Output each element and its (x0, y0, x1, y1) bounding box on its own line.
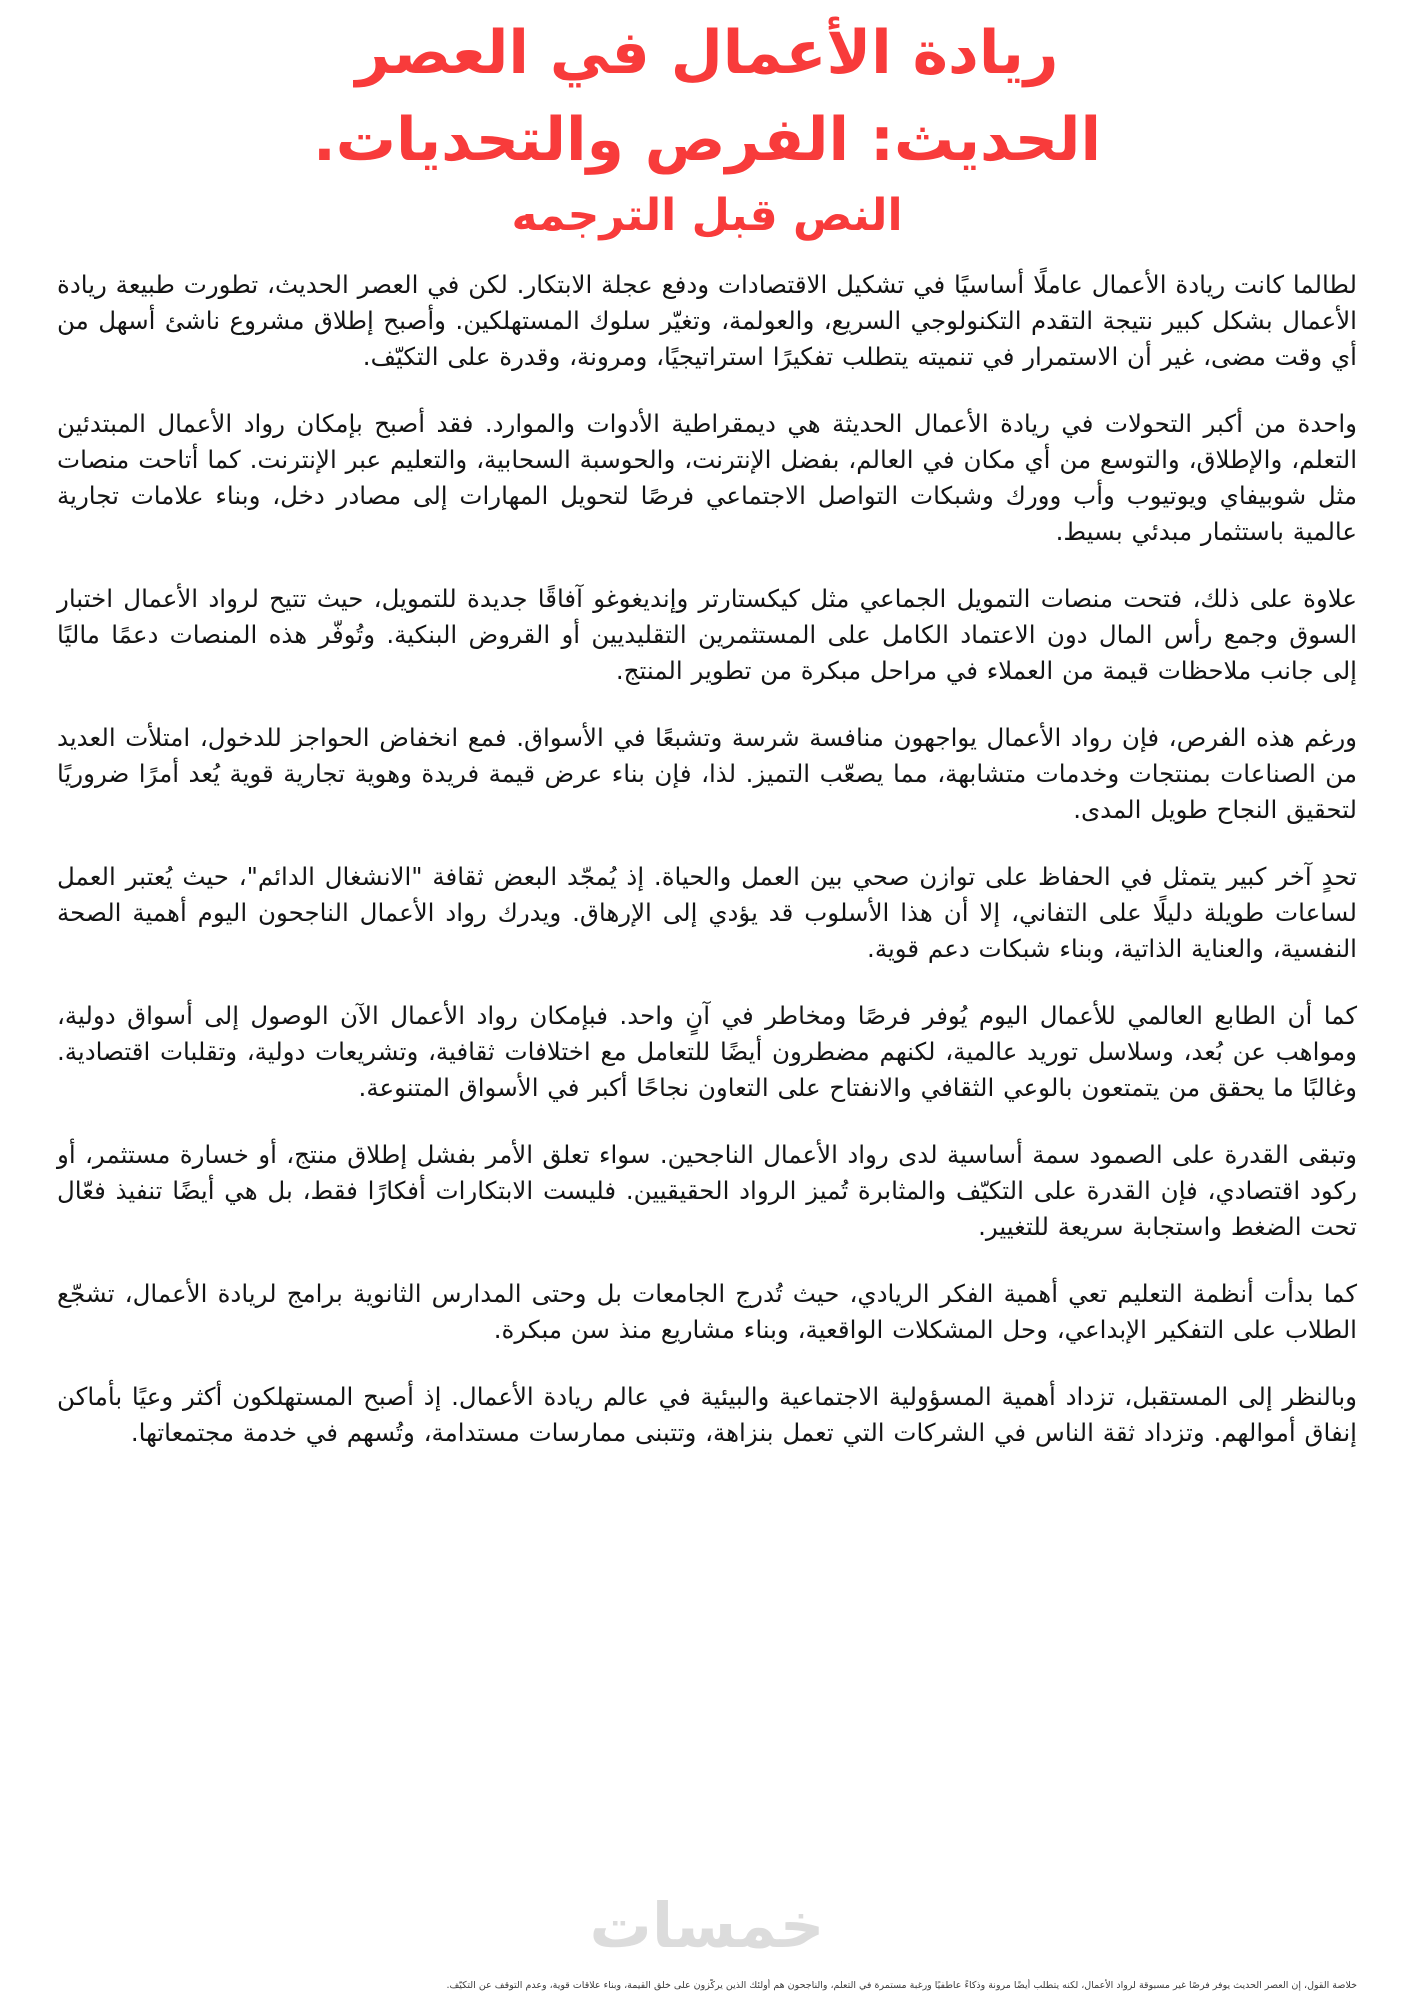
body-paragraph: علاوة على ذلك، فتحت منصات التمويل الجماعي مثل كيكستارتر وإنديغوغو آفاقًا جديدة للتمويل، حيث تتيح لرواد الأعمال اختبار السوق وجمع رأس المال دون الاعتماد الكامل على المستثمرين التقليديين أو القروض البنكية. وتُوفّر هذه المنصات دعمًا ماليًا إلى جانب ملاحظات قيمة من العملاء في مراحل مبكرة من تطوير المنتج. (57, 584, 1357, 685)
body-paragraph: ورغم هذه الفرص، فإن رواد الأعمال يواجهون منافسة شرسة وتشبعًا في الأسواق. فمع انخفاض الحواجز للدخول، امتلأت العديد من الصناعات بمنتجات وخدمات متشابهة، مما يصعّب التميز. لذا، فإن بناء عرض قيمة فريدة وهوية تجارية قوية يُعد أمرًا ضروريًا لتحقيق النجاح طويل المدى. (57, 723, 1357, 824)
body-paragraph: كما أن الطابع العالمي للأعمال اليوم يُوفر فرصًا ومخاطر في آنٍ واحد. فبإمكان رواد الأعمال الآن الوصول إلى أسواق دولية، ومواهب عن بُعد، وسلاسل توريد عالمية، لكنهم مضطرون أيضًا للتعامل مع اختلافات ثقافية، وتشريعات دولية، وتقلبات اقتصادية. وغالبًا ما يحقق من يتمتعون بالوعي الثقافي والانفتاح على التعاون نجاحًا أكبر في الأسواق المتنوعة. (57, 1001, 1357, 1102)
body-paragraph: تحدٍ آخر كبير يتمثل في الحفاظ على توازن صحي بين العمل والحياة. إذ يُمجّد البعض ثقافة "الانشغال الدائم"، حيث يُعتبر العمل لساعات طويلة دليلًا على التفاني، إلا أن هذا الأسلوب قد يؤدي إلى الإرهاق. ويدرك رواد الأعمال الناجحون اليوم أهمية الصحة النفسية، والعناية الذاتية، وبناء شبكات دعم قوية. (57, 862, 1357, 963)
body-paragraph: لطالما كانت ريادة الأعمال عاملًا أساسيًا في تشكيل الاقتصادات ودفع عجلة الابتكار. لكن في العصر الحديث، تطورت طبيعة ريادة الأعمال بشكل كبير نتيجة التقدم التكنولوجي السريع، والعولمة، وتغيّر سلوك المستهلكين. وأصبح إطلاق مشروع ناشئ أسهل من أي وقت مضى، غير أن الاستمرار في تنميته يتطلب تفكيرًا استراتيجيًا، ومرونة، وقدرة على التكيّف. (57, 270, 1357, 371)
khamsat-watermark-logo: خمسات (589, 1889, 825, 1962)
page-title: ريادة الأعمال في العصر الحديث: الفرص والتحديات. (312, 18, 1102, 175)
body-paragraph: واحدة من أكبر التحولات في ريادة الأعمال الحديثة هي ديمقراطية الأدوات والموارد. فقد أصبح بإمكان رواد الأعمال المبتدئين التعلم، والإطلاق، والتوسع من أي مكان في العالم، بفضل الإنترنت، والحوسبة السحابية، والتعليم عبر الإنترنت. كما أتاحت منصات مثل شوبيفاي ويوتيوب وأب وورك وشبكات التواصل الاجتماعي فرصًا لتحويل المهارات إلى مصادر دخل، وبناء علامات تجارية عالمية باستثمار مبدئي بسيط. (57, 409, 1357, 546)
document-header (0, 0, 1414, 243)
body-paragraph: كما بدأت أنظمة التعليم تعي أهمية الفكر الريادي، حيث تُدرج الجامعات بل وحتى المدارس الثانوية برامج لريادة الأعمال، تشجّع الطلاب على التفكير الإبداعي، وحل المشكلات الواقعية، وبناء مشاريع منذ سن مبكرة. (57, 1279, 1357, 1344)
page-subtitle: النص قبل الترجمه (511, 190, 903, 241)
body-paragraph: وتبقى القدرة على الصمود سمة أساسية لدى رواد الأعمال الناجحين. سواء تعلق الأمر بفشل إطلاق منتج، أو خسارة مستثمر، أو ركود اقتصادي، فإن القدرة على التكيّف والمثابرة تُميز الرواد الحقيقيين. فليست الابتكارات أفكارًا فقط، بل هي أيضًا تنفيذ فعّال تحت الضغط واستجابة سريعة للتغيير. (57, 1140, 1357, 1241)
document-body (0, 243, 1414, 1451)
body-paragraph: وبالنظر إلى المستقبل، تزداد أهمية المسؤولية الاجتماعية والبيئية في عالم ريادة الأعمال. إذ أصبح المستهلكون أكثر وعيًا بأماكن إنفاق أموالهم. وتزداد ثقة الناس في الشركات التي تعمل بنزاهة، وتتبنى ممارسات مستدامة، وتُسهم في خدمة مجتمعاتها. (57, 1382, 1357, 1447)
footer-summary-note: خلاصة القول، إن العصر الحديث يوفر فرصًا غير مسبوقة لرواد الأعمال، لكنه يتطلب أيضًا مرونة وذكاءً عاطفيًا ورغبة مستمرة في التعلم، والناجحون هم أولئك الذين يركّزون على خلق القيمة، وبناء علاقات قوية، وعدم التوقف عن التكيّف. (446, 1979, 1357, 1991)
